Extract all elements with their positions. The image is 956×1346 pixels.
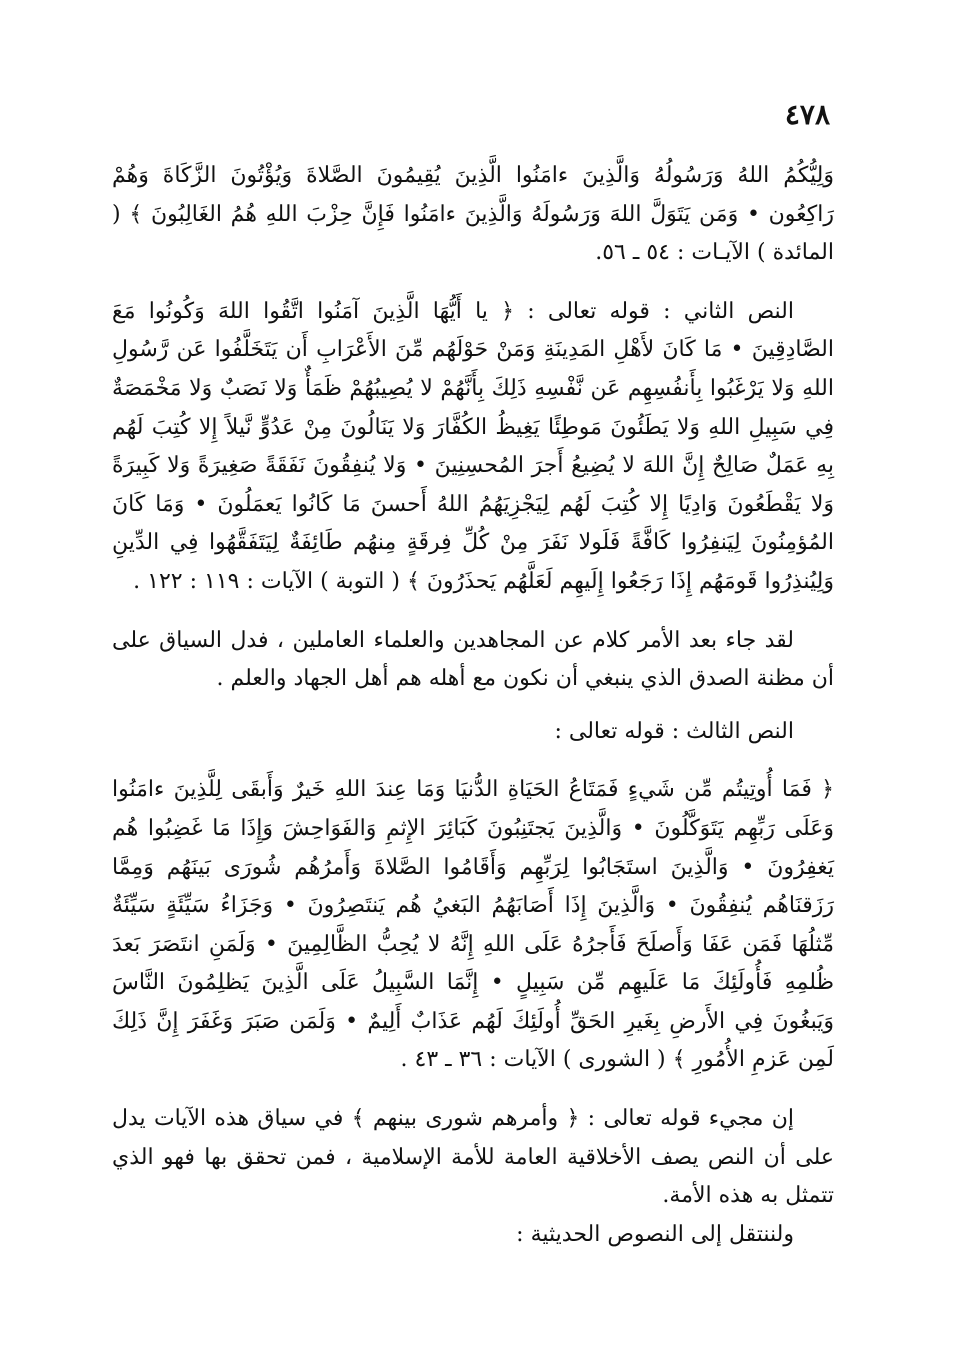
quran-verse-maidah: وَلِيُّكُمُ اللهُ وَرَسُولُهُ وَالَّذِينَ ءامَنُوا الَّذِينَ يُقِيمُونَ الصَّلاةَ وَيُؤْتُونَ الزَّكَاةَ وَهُمْ رَاكِعُون • وَمَن يَتَوَلَّ اللهَ وَرَسُولَهُ وَالَّذِينَ ءامَنُوا فَإِنَّ حِزْبَ اللهِ هُمُ الغَالِبُونَ ﴾ ( المائدة ) الآيـات : ٥٤ ـ ٥٦.: [112, 163, 834, 266]
third-text-heading: النص الثالث : قوله تعالى :: [554, 718, 794, 744]
transition-line: ولننتقل إلى النصوص الحديثية :: [516, 1221, 794, 1247]
quran-verse-shura: ﴿ فَمَا أُوتِيتُم مِّن شَيءٍ فَمَتَاعُ الحَيَاةِ الدُّنيَا وَمَا عِندَ اللهِ خَيرٌ وَأَبقَى لِلَّذِينَ ءامَنُوا وَعَلَى رَبِّهِم يَتَوَكَّلُونَ • وَالَّذِينَ يَجتَنِبُونَ كَبَائِرَ الإِثمِ وَالفَوَاحِشَ وَإِذَا مَا غَضِبُوا هُم يَغفِرُونَ • وَالَّذِينَ استَجَابُوا لِرَبِّهِم وَأَقَامُوا الصَّلاةَ وَأَمرُهُم شُورَى بَينَهُم وَمِمَّا رَزَقنَاهُم يُنفِقُونَ • وَالَّذِينَ إِذَا أَصَابَهُمُ البَغيُ هُم يَنتَصِرُونَ • وَجَزَاءُ سَيِّئَةٍ سَيِّئَةٌ مِّثلُهَا فَمَن عَفَا وَأَصلَحَ فَأَجرُهُ عَلَى اللهِ إِنَّهُ لا يُحِبُّ الظَّالِمِينَ • وَلَمَنِ انتَصَرَ بَعدَ ظُلمِهِ فَأُولَئِكَ مَا عَلَيهِم مِّن سَبِيلٍ • إِنَّمَا السَّبِيلُ عَلَى الَّذِينَ يَظلِمُونَ النَّاسَ وَيَبغُونَ فِي الأَرضِ بِغَيرِ الحَقِّ أُولَئِكَ لَهُم عَذَابٌ أَلِيمٌ • وَلَمَن صَبَرَ وَغَفَرَ إِنَّ ذَلِكَ لَمِن عَزمِ الأُمُورِ ﴾ ( الشورى ) الآيات : ٣٦ ـ ٤٣ .: [112, 777, 834, 1073]
shura-commentary-paragraph: إن مجيء قوله تعالى : ﴿ وأمرهم شورى بينهم ﴾ في سياق هذه الآيات يدل على أن النص يصف الأخلاقية العامة للأمة الإسلامية ، فمن تحقق بها فهو الذي تتمثل به هذه الأمة.: [112, 1106, 834, 1209]
commentary-paragraph: لقد جاء بعد الأمر كلام عن المجاهدين والعلماء العاملين ، فدل السياق على أن مظنة الصدق الذي ينبغي أن نكون مع أهله هم أهل الجهاد والعلم .: [112, 627, 834, 692]
page-number: ٤٧٨: [784, 98, 830, 131]
second-text-tawbah: النص الثاني : قوله تعالى : ﴿ يا أَيُّهَا الَّذِينَ آمَنُوا اتَّقُوا اللهَ وَكُونُوا مَعَ الصَّادِقِينَ • مَا كَانَ لأَهْلِ المَدِينَةِ وَمَنْ حَوْلَهُم مِّنَ الأَعْرَابِ أَن يَتَخَلَّفُوا عَن رَّسُولِ اللهِ وَلا يَرْغَبُوا بِأَنفُسِهِم عَن نَّفْسِهِ ذَلِكَ بِأَنَّهُمْ لا يُصِيبُهُمْ ظَمَأٌ وَلا نَصَبٌ وَلا مَخْمَصَةٌ فِي سَبِيلِ اللهِ وَلا يَطَئُونَ مَوطِئًا يَغِيظُ الكُفَّارَ وَلا يَنَالُونَ مِنْ عَدُوٍّ نَّيلاً إِلا كُتِبَ لَهُم بِهِ عَمَلٌ صَالِحٌ إِنَّ اللهَ لا يُضِيعُ أَجرَ المُحسِنِينَ • وَلا يُنفِقُونَ نَفَقَةً صَغِيرَةً وَلا كَبِيرَةً وَلا يَقْطَعُونَ وَادِيًا إِلا كُتِبَ لَهُم لِيَجْزِيَهُمُ اللهُ أَحسنَ مَا كَانُوا يَعمَلُونَ • وَمَا كَانَ المُؤمِنُونَ لِيَنفِرُوا كَافَّةً فَلَولا نَفَرَ مِنْ كُلِّ فِرقَةٍ مِنهُم طَائِفَةٌ لِيَتَفَقَّهُوا فِي الدِّينِ وَلِيُنذِرُوا قَومَهُم إِذَا رَجَعُوا إِلَيهِم لَعَلَّهُم يَحذَرُونَ ﴾ ( التوبة ) الآيات : ١١٩ : ١٢٢ .: [112, 298, 834, 594]
document-page: [112, 95, 834, 1254]
